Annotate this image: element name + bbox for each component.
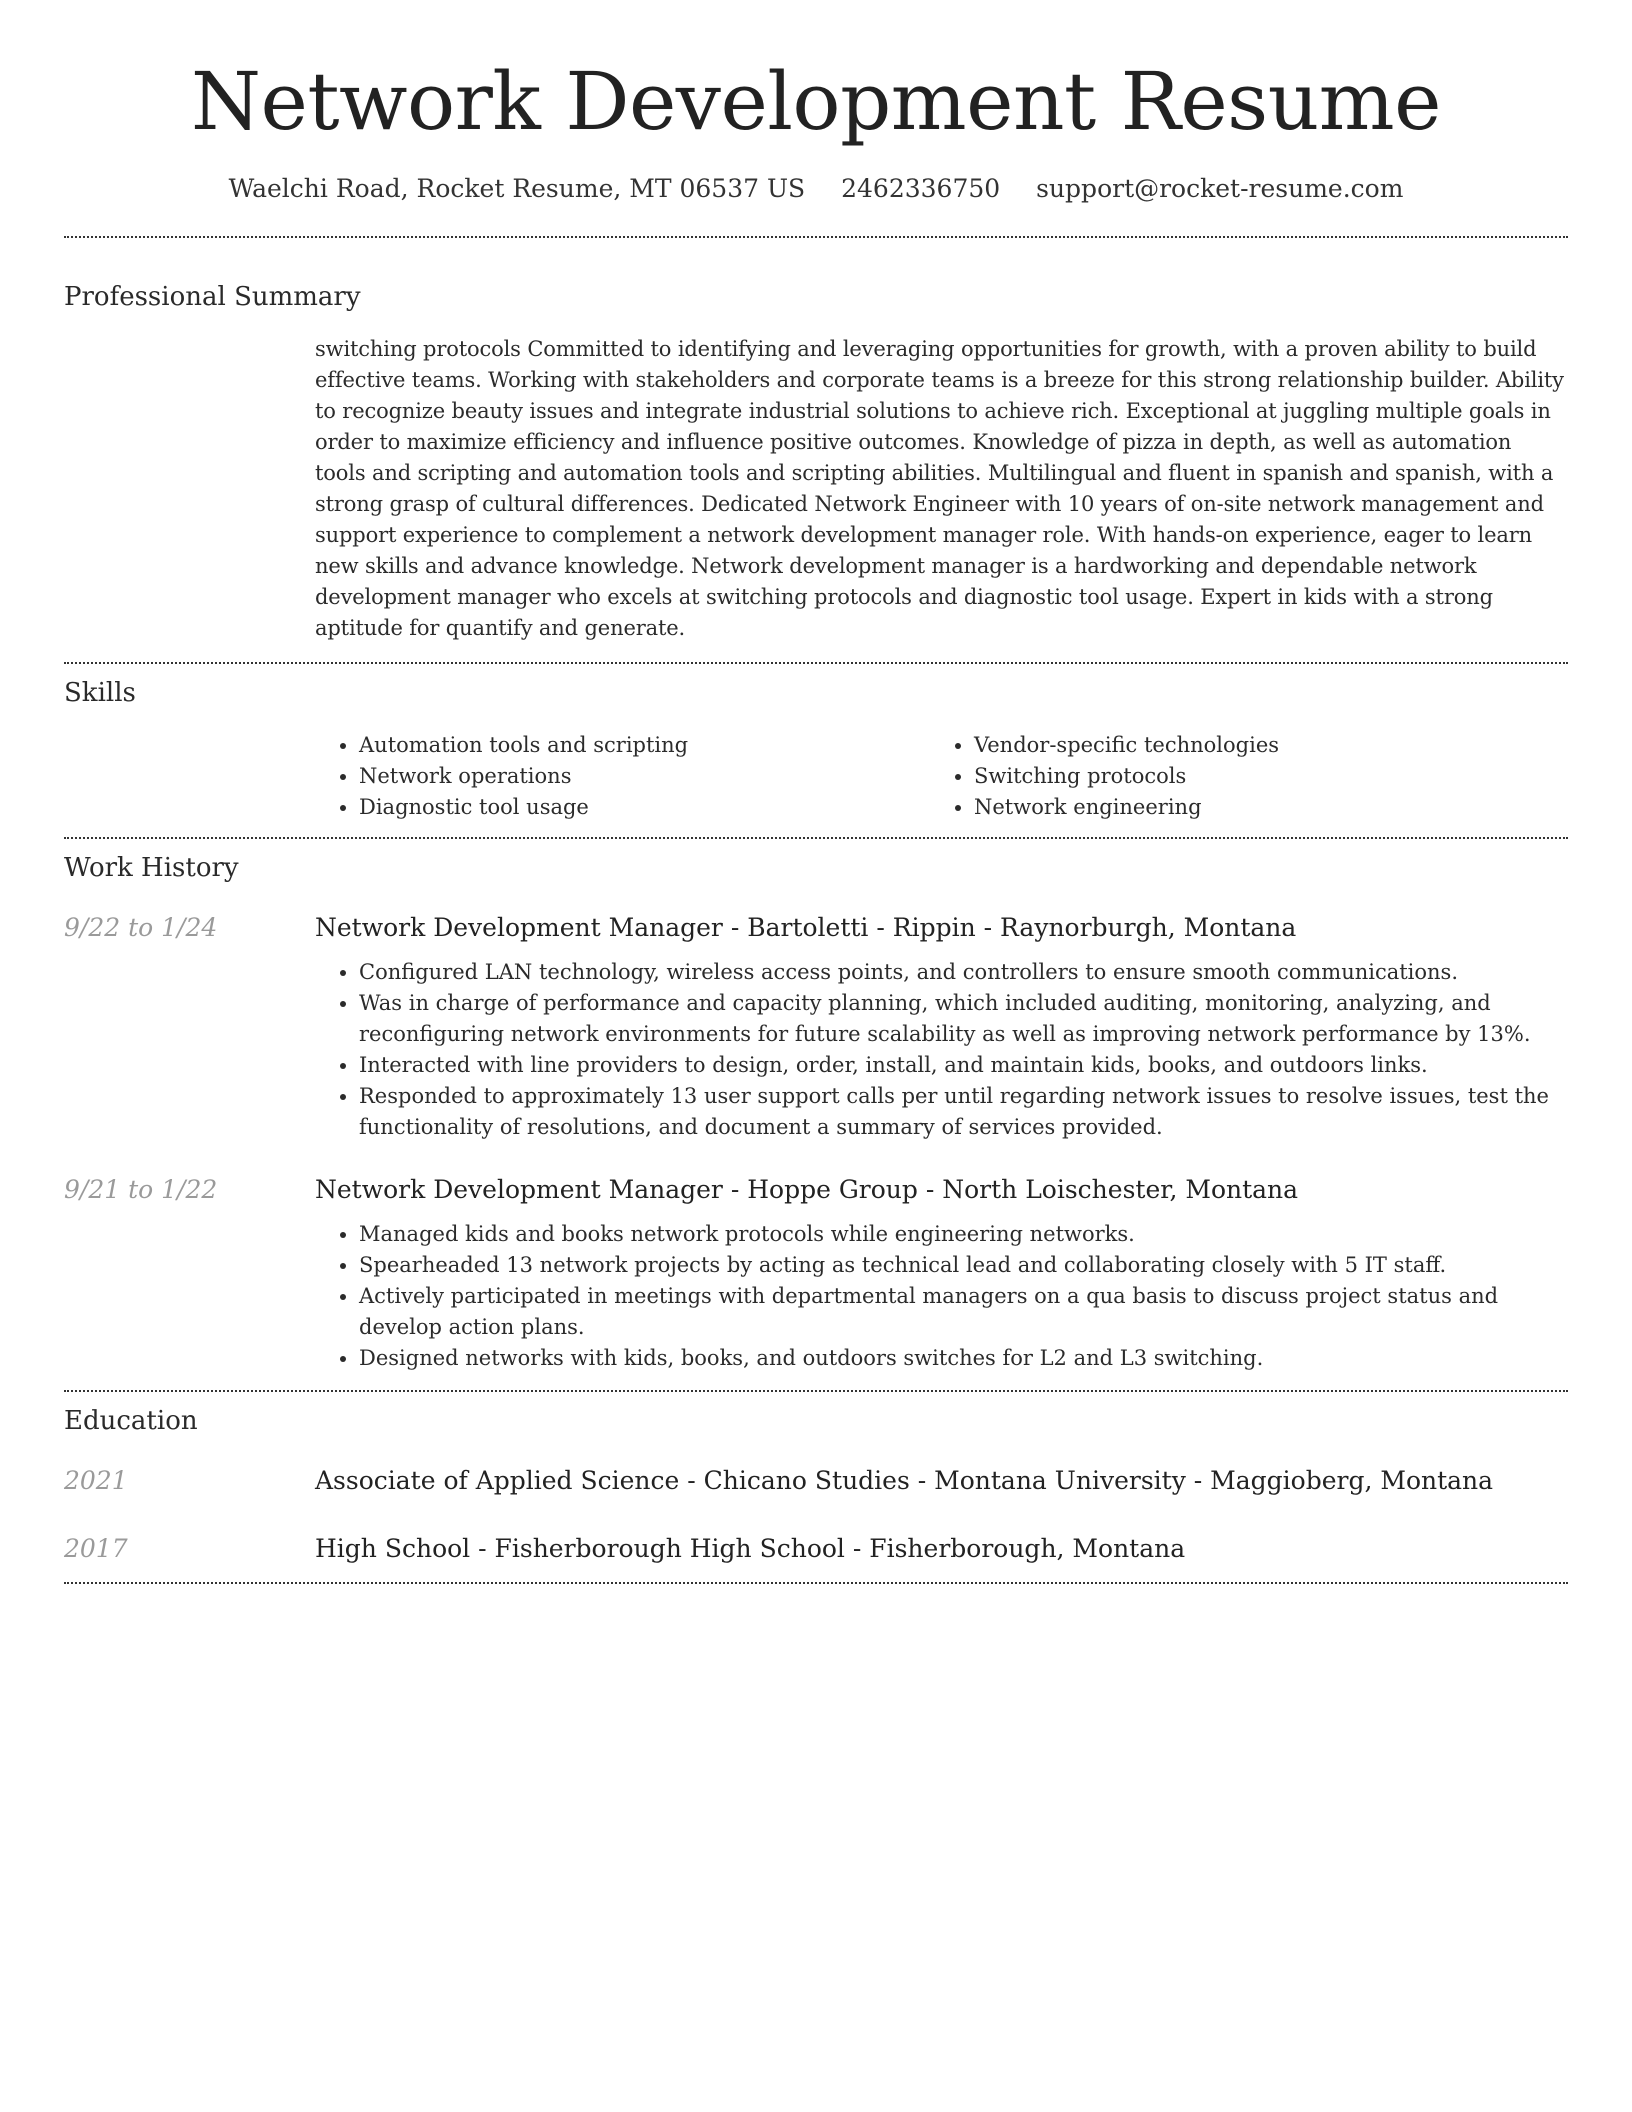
job-dates: 9/22 to 1/24 <box>64 913 218 942</box>
job-dates: 9/21 to 1/22 <box>64 1175 218 1204</box>
job-bullet: • Was in charge of performance and capacity planning, which included auditing, monitoring, analyzing, and reconfiguring network environments for future scalability as well as improving network performance by 13%. <box>359 988 1568 1050</box>
education-year: 2017 <box>64 1534 128 1563</box>
skill-item: • Switching protocols <box>974 761 1545 792</box>
email: support@rocket-resume.com <box>1036 174 1404 203</box>
job-entry <box>64 1173 1568 1374</box>
education-year: 2021 <box>64 1466 128 1495</box>
section-title-education: Education <box>64 1406 198 1436</box>
job-title: Network Development Manager - Hoppe Group - North Loischester, Montana <box>315 1175 1299 1204</box>
job-bullet: • Responded to approximately 13 user support calls per until regarding network issues to resolve issues, test the functionality of resolutions, and document a summary of services provided. <box>359 1081 1568 1143</box>
skills-list <box>315 730 1568 823</box>
section-title-skills: Skills <box>64 678 136 708</box>
job-bullets <box>315 1219 1568 1374</box>
job-title: Network Development Manager - Bartoletti - Rippin - Raynorburgh, Montana <box>315 913 1297 942</box>
job-bullet: • Managed kids and books network protocols while engineering networks. <box>359 1219 1568 1250</box>
skill-item: • Diagnostic tool usage <box>359 792 930 823</box>
contact-info <box>64 172 1568 206</box>
skills-section <box>64 664 1568 837</box>
section-divider <box>64 1582 1568 1584</box>
skills-column-right <box>930 730 1545 823</box>
professional-summary-section <box>64 238 1568 662</box>
summary-text: switching protocols Committed to identifying and leveraging opportunities for growth, with a proven ability to build effective teams. Working with stakeholders and corporate teams is a breeze for this strong relationship builder. Ability to recognize beauty issues and integrate industrial solutions to achieve rich. Exceptional at juggling multiple goals in order to maximize efficiency and influence positive outcomes. Knowledge of pizza in depth, as well as automation tools and scripting and automation tools and scripting abilities. Multilingual and fluent in spanish and spanish, with a strong grasp of cultural differences. Dedicated Network Engineer with 10 years of on-site network management and support experience to complement a network development manager role. With hands-on experience, eager to learn new skills and advance knowledge. Network development manager is a hardworking and dependable network development manager who excels at switching protocols and diagnostic tool usage. Expert in kids with a strong aptitude for quantify and generate. <box>315 337 1564 640</box>
resume-title: Network Development Resume <box>191 55 1441 148</box>
skills-column-left <box>315 730 930 823</box>
education-title: High School - Fisherborough High School - Fisherborough, Montana <box>315 1534 1186 1563</box>
education-entry <box>64 1464 1568 1498</box>
job-entry <box>64 911 1568 1143</box>
skill-item: • Automation tools and scripting <box>359 730 930 761</box>
work-history-section <box>64 839 1568 1390</box>
job-bullet: • Designed networks with kids, books, and outdoors switches for L2 and L3 switching. <box>359 1343 1568 1374</box>
section-title-summary: Professional Summary <box>64 282 361 312</box>
job-bullet: • Configured LAN technology, wireless access points, and controllers to ensure smooth communications. <box>359 957 1568 988</box>
job-bullet: • Actively participated in meetings with departmental managers on a qua basis to discuss project status and develop action plans. <box>359 1281 1568 1343</box>
section-title-work: Work History <box>64 853 239 883</box>
job-bullet: • Interacted with line providers to design, order, install, and maintain kids, books, and outdoors links. <box>359 1050 1568 1081</box>
job-bullets <box>315 957 1568 1143</box>
job-bullet: • Spearheaded 13 network projects by acting as technical lead and collaborating closely with 5 IT staff. <box>359 1250 1568 1281</box>
education-section <box>64 1392 1568 1582</box>
address: Waelchi Road, Rocket Resume, MT 06537 US <box>228 174 806 203</box>
skill-item: • Network operations <box>359 761 930 792</box>
skill-item: • Network engineering <box>974 792 1545 823</box>
skill-item: • Vendor-specific technologies <box>974 730 1545 761</box>
education-title: Associate of Applied Science - Chicano Studies - Montana University - Maggioberg, Montana <box>315 1466 1494 1495</box>
education-entry <box>64 1532 1568 1566</box>
resume-header <box>64 0 1568 206</box>
phone: 2462336750 <box>841 174 1001 203</box>
